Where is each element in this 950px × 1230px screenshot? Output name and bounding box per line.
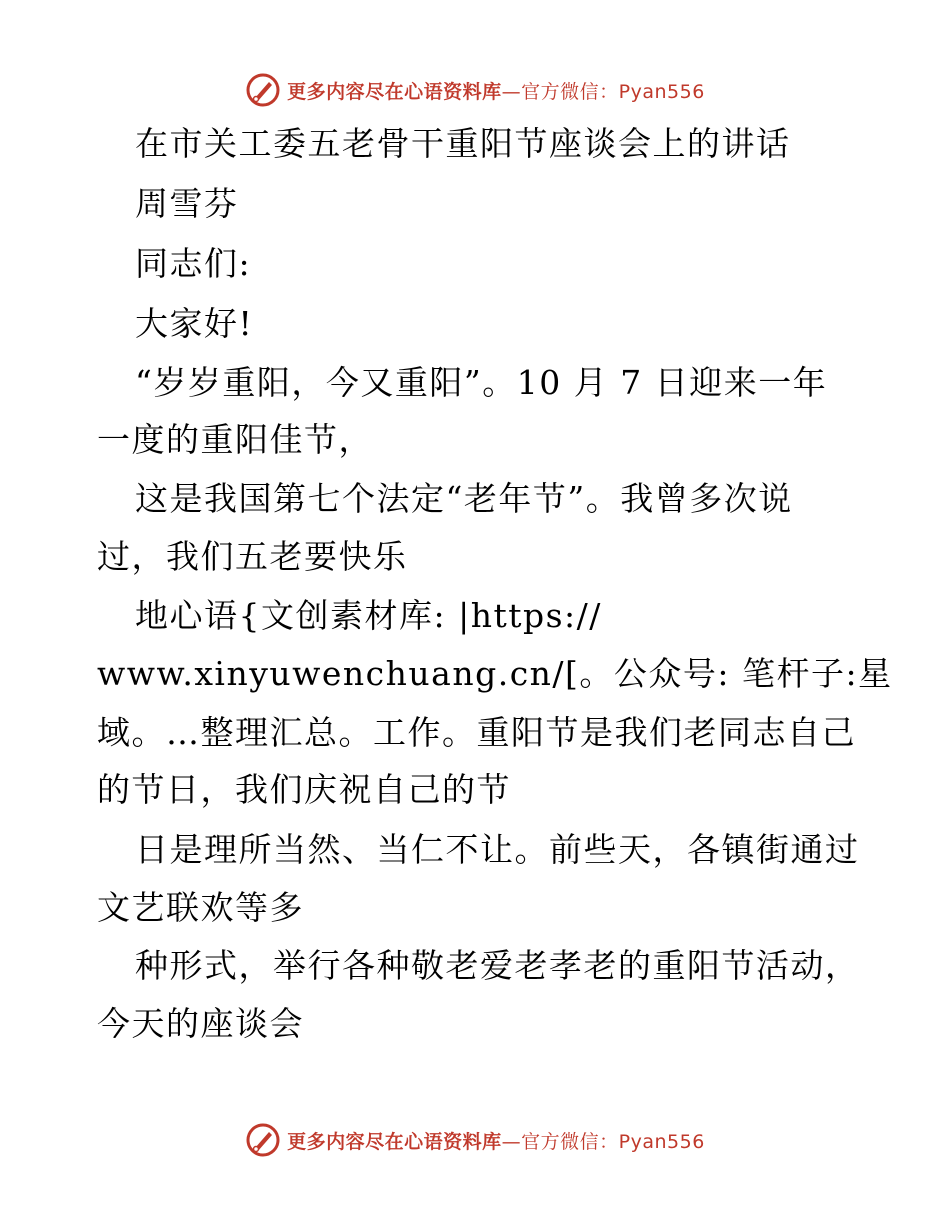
banner-main-text: 更多内容尽在心语资料库 xyxy=(287,80,502,103)
paragraph-line: 的节日，我们庆祝自己的节 xyxy=(97,770,511,809)
document-author: 周雪芬 xyxy=(135,184,239,223)
paragraph-line: 地心语{文创素材库: |https:// xyxy=(135,596,602,635)
greeting: 大家好! xyxy=(135,304,254,343)
pen-circle-logo-icon xyxy=(245,1122,281,1158)
pen-circle-logo-icon xyxy=(245,72,281,108)
paragraph-line: 一度的重阳佳节， xyxy=(97,420,373,459)
paragraph-line: 过，我们五老要快乐 xyxy=(97,537,408,576)
header-watermark-banner xyxy=(0,68,950,112)
paragraph-line: 这是我国第七个法定“老年节”。我曾多次说 xyxy=(135,479,793,518)
paragraph-line: 日是理所当然、当仁不让。前些天，各镇街通过 xyxy=(135,830,860,869)
paragraph-line: 域。…整理汇总。工作。重阳节是我们老同志自己 xyxy=(97,713,856,752)
banner-contact-text: —官方微信：Pyan556 xyxy=(501,80,705,103)
paragraph-line: www.xinyuwenchuang.cn/[。公众号: 笔杆子:星 xyxy=(97,654,893,693)
paragraph-line: 今天的座谈会 xyxy=(97,1004,304,1043)
banner-main-text: 更多内容尽在心语资料库 xyxy=(287,1130,502,1153)
paragraph-line: “岁岁重阳，今又重阳”。10 月 7 日迎来一年 xyxy=(135,363,828,402)
footer-watermark-banner xyxy=(0,1118,950,1162)
document-title: 在市关工委五老骨干重阳节座谈会上的讲话 xyxy=(135,124,791,163)
paragraph-line: 种形式，举行各种敬老爱老孝老的重阳节活动， xyxy=(135,946,860,985)
banner-contact-text: —官方微信：Pyan556 xyxy=(501,1130,705,1153)
paragraph-line: 文艺联欢等多 xyxy=(97,888,304,927)
salutation: 同志们: xyxy=(135,244,252,283)
